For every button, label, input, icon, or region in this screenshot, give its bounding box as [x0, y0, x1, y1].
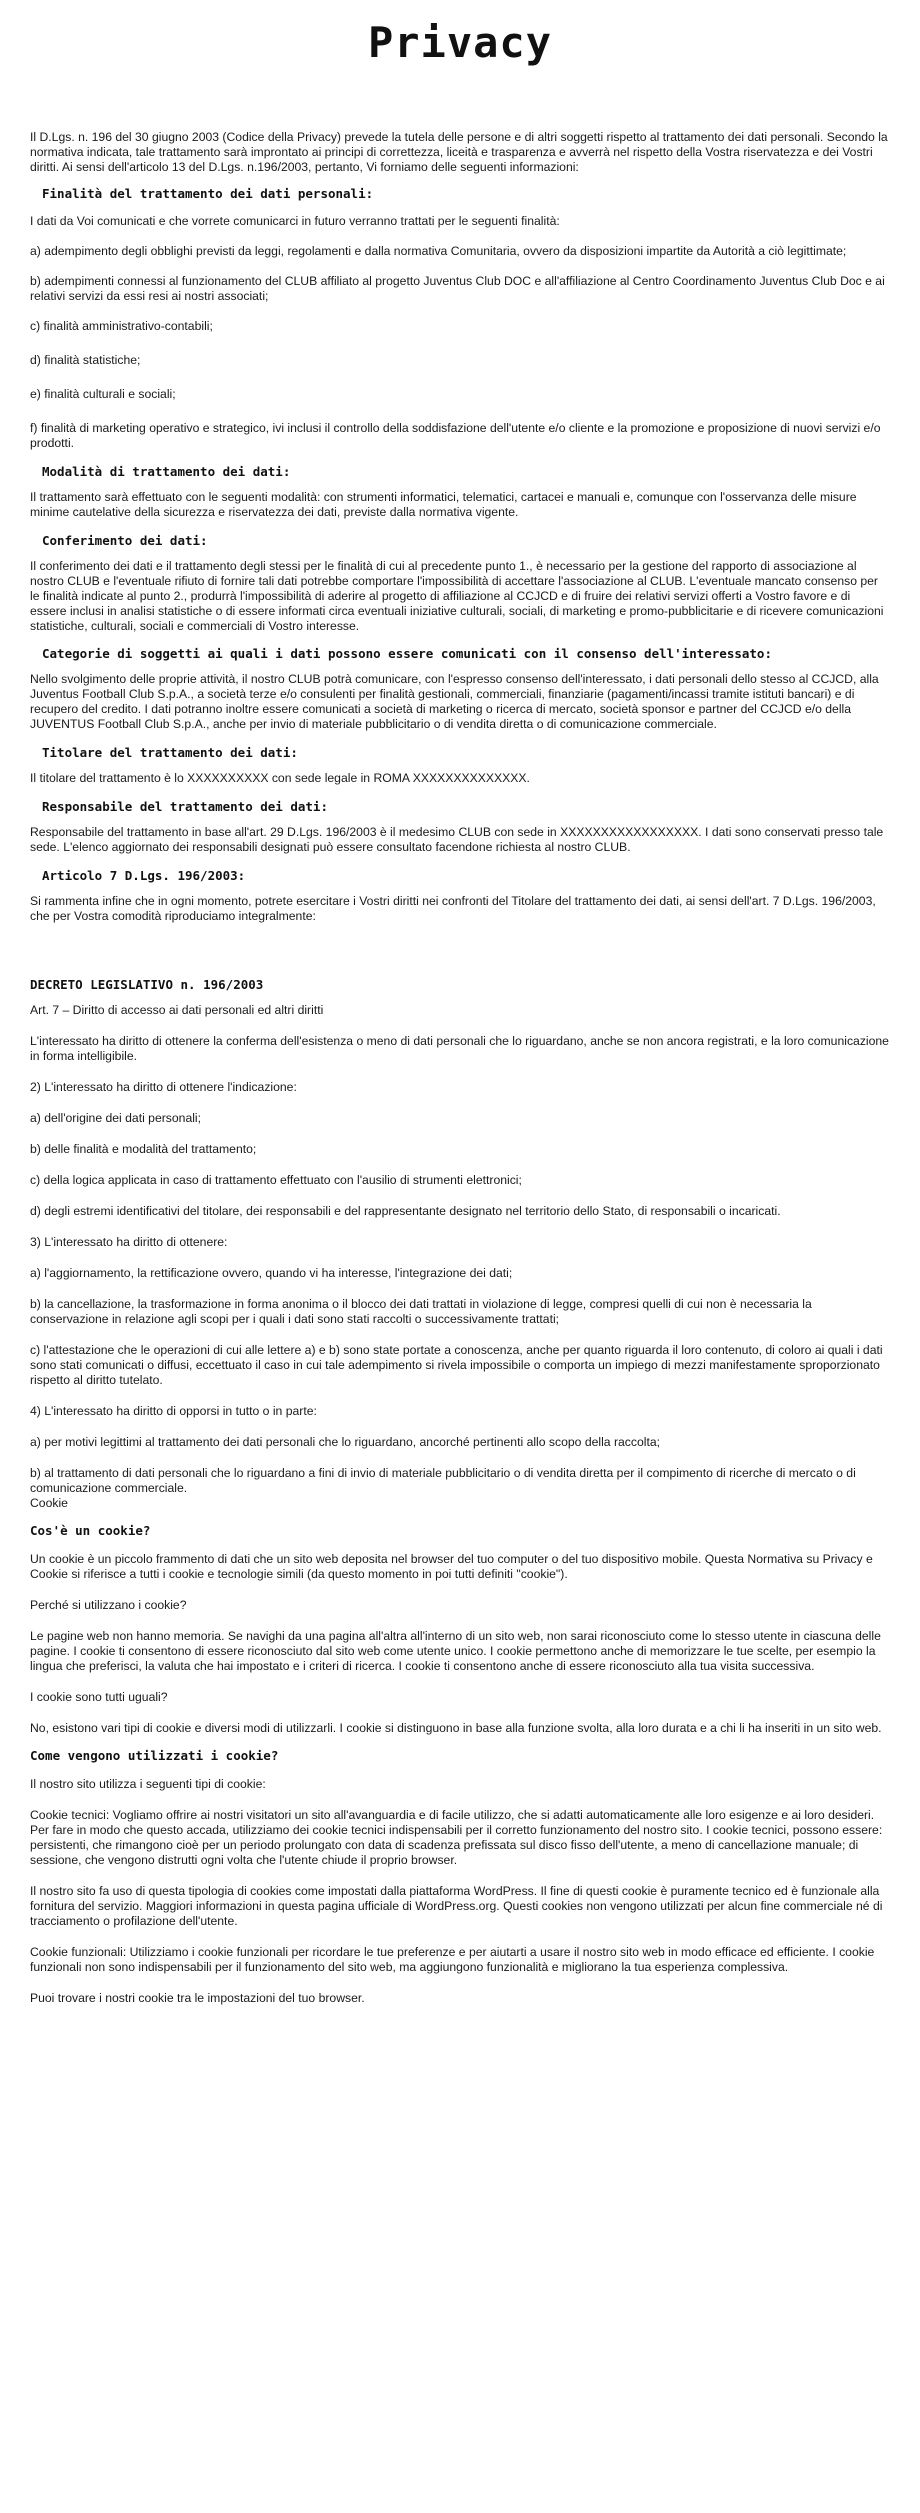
cookie-paragraph-2: Le pagine web non hanno memoria. Se navighi da una pagina all'altra all'interno di un sito web, non sarai riconosciuto come lo stesso utente in ciascuna delle pagine. I cookie ti consentono di essere riconosciuto dal sito web come utente unico. I cookie permettono anche di memorizzare le tue scelte, per esempio la lingua che preferisci, la valuta che hai impostato e i criteri di ricerca. I cookie ti consentono anche di essere riconosciuto alla tua visita successiva.: [30, 1629, 881, 1673]
decreto-4-item-b: b) al trattamento di dati personali che lo riguardano a fini di invio di materiale pubblicitario o di vendita diretta per il compimento di ricerche di mercato o di comunicazione commerciale.: [30, 1466, 856, 1495]
modalita-text: Il trattamento sarà effettuato con le seguenti modalità: con strumenti informatici, telematici, cartacei e manuali e, comunque con l'osservanza delle misure minime cautelative della sicurezza e riservatezza dei dati, previste dalla normativa vigente.: [30, 490, 857, 519]
modalita-heading: Modalità di trattamento dei dati:: [42, 464, 291, 479]
articolo7-heading: Articolo 7 D.Lgs. 196/2003:: [42, 868, 246, 883]
finalita-heading: Finalità del trattamento dei dati personali:: [42, 186, 374, 201]
decreto-heading: DECRETO LEGISLATIVO n. 196/2003: [30, 977, 264, 992]
decreto-paragraph-4-lead: 4) L'interessato ha diritto di opporsi in tutto o in parte:: [30, 1404, 317, 1418]
decreto-2-item-a: a) dell'origine dei dati personali;: [30, 1111, 202, 1125]
cookie-paragraph-3: No, esistono vari tipi di cookie e diversi modi di utilizzarli. I cookie si distinguono in base alla funzione svolta, alla loro durata e a chi li ha inseriti in un sito web.: [30, 1721, 882, 1735]
responsabile-text: Responsabile del trattamento in base all'art. 29 D.Lgs. 196/2003 è il medesimo CLUB con sede in XXXXXXXXXXXXXXXXX. I dati sono conservati presso tale sede. L'elenco aggiornato dei responsabili designati può essere consultato facendone richiesta al nostro CLUB.: [30, 825, 884, 854]
decreto-2-item-b: b) delle finalità e modalità del trattamento;: [30, 1142, 257, 1156]
decreto-paragraph-2-lead: 2) L'interessato ha diritto di ottenere l'indicazione:: [30, 1080, 297, 1094]
finalita-lead: I dati da Voi comunicati e che vorrete comunicarci in futuro verranno trattati per le seguenti finalità:: [30, 214, 560, 228]
titolare-text: Il titolare del trattamento è lo XXXXXXXXXX con sede legale in ROMA XXXXXXXXXXXXXX.: [30, 771, 530, 785]
decreto-paragraph-1: L'interessato ha diritto di ottenere la conferma dell'esistenza o meno di dati personali che lo riguardano, anche se non ancora registrati, e la loro comunicazione in forma intelligibile.: [30, 1034, 889, 1063]
decreto-4-item-a: a) per motivi legittimi al trattamento dei dati personali che lo riguardano, ancorché pertinenti allo scopo della raccolta;: [30, 1435, 661, 1449]
articolo7-text: Si rammenta infine che in ogni momento, potrete esercitare i Vostri diritti nei confronti del Titolare del trattamento dei dati, ai sensi dell'art. 7 D.Lgs. 196/2003, che per Vostra comodità riproduciamo integralmente:: [30, 894, 876, 923]
categorie-text: Nello svolgimento delle proprie attività, il nostro CLUB potrà comunicare, con l'espresso consenso dell'interessato, i dati personali dello stesso al CCJCD, alla Juventus Football Club S.p.A., a società terze e/o consulenti per finalità gestionali, commerciali, finanziarie (pagamenti/incassi tramite istituti bancari) e di recupero del credito. I dati potranno inoltre essere comunicati a società di marketing o ricerca di mercato, società sponsor e partner del CCJCD e/o della JUVENTUS Football Club S.p.A., anche per invio di materiale pubblicitario o di vendita diretta o di comunicazione commerciale.: [30, 672, 879, 731]
finalita-item-e: e) finalità culturali e sociali;: [30, 387, 176, 401]
cookie-paragraph-wordpress: Il nostro sito fa uso di questa tipologia di cookies come impostati dalla piattaforma WordPress. Il fine di questi cookie è puramente tecnico ed è funzionale alla fornitura del servizio. Maggiori informazioni in questa pagina ufficiale di WordPress.org. Questi cookies non vengono utilizzati per alcun fine commerciale né di tracciamento o profilazione dell'utente.: [30, 1884, 883, 1928]
categorie-heading: Categorie di soggetti ai quali i dati possono essere comunicati con il consenso dell'interessato:: [42, 646, 772, 661]
decreto-2-item-c: c) della logica applicata in caso di trattamento effettuato con l'ausilio di strumenti elettronici;: [30, 1173, 522, 1187]
decreto-3-item-b: b) la cancellazione, la trasformazione in forma anonima o il blocco dei dati trattati in violazione di legge, compresi quelli di cui non è necessaria la conservazione in relazione agli scopi per i quali i dati sono stati raccolti o successivamente trattati;: [30, 1297, 812, 1326]
finalita-item-c: c) finalità amministrativo-contabili;: [30, 319, 213, 333]
intro-paragraph: Il D.Lgs. n. 196 del 30 giugno 2003 (Codice della Privacy) prevede la tutela delle persone e di altri soggetti rispetto al trattamento dei dati personali. Secondo la normativa indicata, tale trattamento sarà improntato ai principi di correttezza, liceità e trasparenza e avverrà nel rispetto della Vostra riservatezza e dei Vostri diritti. Ai sensi dell'articolo 13 del D.Lgs. n.196/2003, pertanto, Vi forniamo delle seguenti informazioni:: [30, 130, 888, 174]
cookie-paragraph-technical: Cookie tecnici: Vogliamo offrire ai nostri visitatori un sito all'avanguardia e di facile utilizzo, che si adatti automaticamente alle loro esigenze e ai loro desideri. Per fare in modo che questo accada, utilizziamo dei cookie tecnici indispensabili per il corretto funzionamento del nostro sito. I cookie tecnici, possono essere: persistenti, che rimangono cioè per un periodo prolungato con data di scadenza prefissata sul disco fisso dell'utente, a meno di cancellazione manuale; di sessione, che vengono distrutti ogni volta che l'utente chiude il proprio browser.: [30, 1808, 883, 1867]
finalita-item-d: d) finalità statistiche;: [30, 353, 141, 367]
cookie-label: Cookie: [30, 1496, 68, 1510]
cookie-paragraph-1: Un cookie è un piccolo frammento di dati che un sito web deposita nel browser del tuo computer o del tuo dispositivo mobile. Questa Normativa su Privacy e Cookie si riferisce a tutti i cookie e tecnologie simili (da questo momento in poi tutti definiti "cookie").: [30, 1552, 873, 1581]
privacy-page: [0, 12, 920, 2513]
decreto-paragraph-3-lead: 3) L'interessato ha diritto di ottenere:: [30, 1235, 228, 1249]
finalita-item-a: a) adempimento degli obblighi previsti da leggi, regolamenti e dalla normativa Comunitaria, ovvero da disposizioni impartite da Autorità a ciò legittimate;: [30, 244, 847, 258]
cookie-heading-how: Come vengono utilizzati i cookie?: [30, 1748, 279, 1763]
finalita-item-f: f) finalità di marketing operativo e strategico, ivi inclusi il controllo della soddisfazione dell'utente e/o cliente e la promozione e proposizione di nuovi servizi e/o prodotti.: [30, 421, 881, 450]
cookie-question-same: I cookie sono tutti uguali?: [30, 1690, 168, 1704]
decreto-2-item-d: d) degli estremi identificativi del titolare, dei responsabili e del rappresentante designato nel territorio dello Stato, di responsabili o incaricati.: [30, 1204, 781, 1218]
cookie-paragraph-functional: Cookie funzionali: Utilizziamo i cookie funzionali per ricordare le tue preferenze e per aiutarti a usare il nostro sito web in modo efficace ed efficiente. I cookie funzionali non sono indispensabili per il funzionamento del sito web, ma aggiungono funzionalità e migliorano la tua esperienza complessiva.: [30, 1945, 875, 1974]
page-title: Privacy: [367, 18, 552, 67]
conferimento-heading: Conferimento dei dati:: [42, 533, 208, 548]
decreto-3-item-a: a) l'aggiornamento, la rettificazione ovvero, quando vi ha interesse, l'integrazione dei dati;: [30, 1266, 513, 1280]
responsabile-heading: Responsabile del trattamento dei dati:: [42, 799, 328, 814]
finalita-item-b: b) adempimenti connessi al funzionamento del CLUB affiliato al progetto Juventus Club DOC e all'affiliazione al Centro Coordinamento Juventus Club Doc e ai relativi servizi da essi resi ai nostri associati;: [30, 274, 885, 303]
decreto-article-title: Art. 7 – Diritto di accesso ai dati personali ed altri diritti: [30, 1003, 324, 1017]
titolare-heading: Titolare del trattamento dei dati:: [42, 745, 298, 760]
decreto-3-item-c: c) l'attestazione che le operazioni di cui alle lettere a) e b) sono state portate a conoscenza, anche per quanto riguarda il loro contenuto, di coloro ai quali i dati sono stati comunicati o diffusi, eccettuato il caso in cui tale adempimento si rivela impossibile o comporta un impiego di mezzi manifestamente sproporzionato rispetto al diritto tutelato.: [30, 1343, 883, 1387]
privacy-content: [30, 130, 890, 2006]
cookie-heading-what: Cos'è un cookie?: [30, 1523, 151, 1538]
cookie-paragraph-4: Il nostro sito utilizza i seguenti tipi di cookie:: [30, 1777, 266, 1791]
cookie-paragraph-browser: Puoi trovare i nostri cookie tra le impostazioni del tuo browser.: [30, 1991, 365, 2005]
conferimento-text: Il conferimento dei dati e il trattamento degli stessi per le finalità di cui al precedente punto 1., è necessario per la gestione del rapporto di associazione al nostro CLUB e l'eventuale rifiuto di fornire tali dati potrebbe comportare l'impossibilità di accettare l'associazione al CLUB. L'eventuale mancato consenso per le finalità indicate al punto 2., produrrà l'impossibilità di aderire al progetto di affiliazione al CCJCD e di fruire dei relativi servizi offerti a Vostro favore e di essere inclusi in analisi statistiche o di essere informati circa eventuali iniziative culturali, sociali, di marketing e promo-pubblicitarie e di ricevere comunicazioni statistiche, culturali, sociali e commerciali di Vostro interesse.: [30, 559, 884, 633]
cookie-question-why: Perché si utilizzano i cookie?: [30, 1598, 187, 1612]
